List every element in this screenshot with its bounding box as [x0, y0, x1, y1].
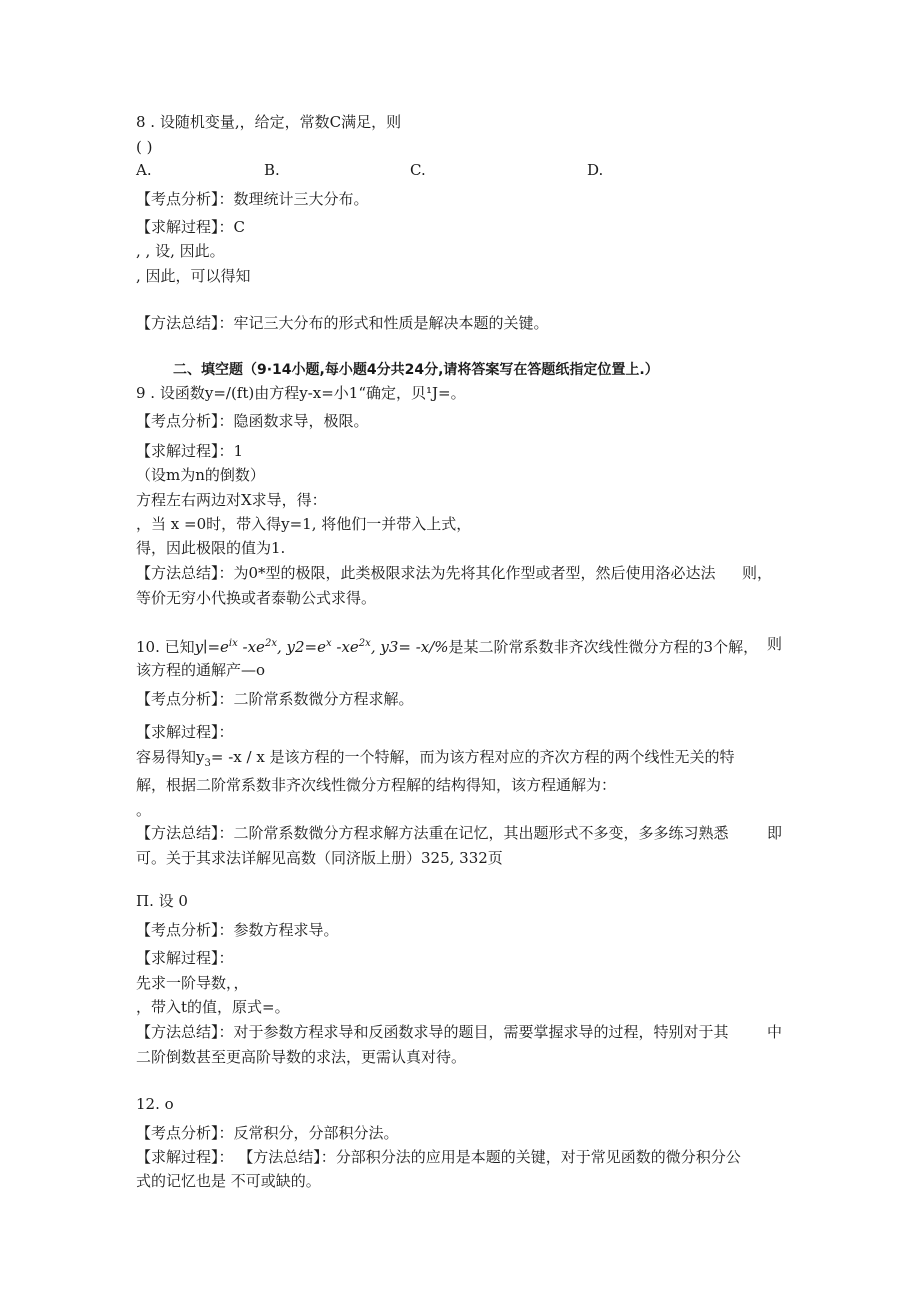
q10-stem-end: 则: [767, 635, 783, 653]
q9-stem: 9 . 设函数y=/(ft)由方程y-x=小1“确定，贝¹J=。: [136, 384, 466, 402]
q11-kaodian: 【考点分析】：参数方程求导。: [136, 921, 339, 939]
q10-y1: $y∣=e^{ix}$ $-xe^{2x}$: [194, 638, 277, 656]
q10-line2: 解，根据二阶常系数非齐次线性微分方程解的结构得知，该方程通解为：: [136, 776, 617, 794]
q8-option-c: C.: [410, 161, 426, 179]
q8-qiujie: 【求解过程】：C: [136, 218, 245, 236]
q10-y2: , $y2=e^x$ $-xe^{2x}$: [276, 638, 371, 656]
q10-y3: , y3= -x/%: [370, 638, 449, 656]
q10-stem: [136, 634, 758, 657]
q9-fangfa-end: 则，: [742, 564, 773, 582]
q10-line1: 容易得知$y_3= -x / x$ 是该方程的一个特解，而为该方程对应的齐次方程的两个线性无关的特: [136, 748, 735, 769]
q11-fangfa-end: 中: [767, 1023, 783, 1041]
q8-option-d: D.: [587, 161, 604, 179]
q12-qiujie-b: 式的记忆也是 不可或缺的。: [136, 1172, 321, 1190]
section-heading: 二、填空题（9·14小题,每小题4分共24分,请将答案写在答题纸指定位置上.）: [173, 362, 659, 378]
q9-fangfa-a: 【方法总结】：为0*型的极限，此类极限求法为先将其化作型或者型，然后使用洛必达法: [136, 564, 716, 582]
q10-stem-prefix: 10. 已知: [136, 638, 195, 656]
q8-line2: , 因此，可以得知: [136, 267, 251, 285]
q8-stem: 8 . 设随机变量,，给定，常数C满足，则: [136, 113, 402, 131]
q10-kaodian: 【考点分析】：二阶常系数微分方程求解。: [136, 690, 414, 708]
q8-kaodian: 【考点分析】：数理统计三大分布。: [136, 190, 369, 208]
q10-line3: 。: [136, 801, 152, 819]
q10-stem-line2: 该方程的通解产—o: [136, 661, 266, 679]
q11-fangfa-a: 【方法总结】：对于参数方程求导和反函数求导的题目，需要掌握求导的过程，特别对于其: [136, 1023, 729, 1041]
q8-paren: ( ): [136, 138, 153, 156]
q9-fangfa-b: 等价无穷小代换或者泰勒公式求得。: [136, 589, 377, 607]
q8-line1: , , 设, 因此。: [136, 242, 225, 260]
q9-line4: 得，因此极限的值为1.: [136, 539, 286, 557]
q8-option-b: B.: [264, 161, 280, 179]
q10-fangfa-end: 即: [767, 824, 783, 842]
q10-fangfa-a: 【方法总结】：二阶常系数微分方程求解方法重在记忆，其出题形式不多变，多多练习熟悉: [136, 824, 729, 842]
q12-kaodian: 【考点分析】：反常积分，分部积分法。: [136, 1124, 399, 1142]
q10-fangfa-b: 可。关于其求法详解见高数（同济版上册）325, 332页: [136, 849, 503, 867]
q10-stem-body: 是某二阶常系数非齐次线性微分方程的3个解，: [448, 638, 759, 656]
q11-line2: ，带入t的值，原式=。: [136, 998, 290, 1016]
q12-stem: 12. o: [136, 1095, 174, 1113]
q11-line1: 先求一阶导数，，: [136, 974, 249, 992]
q9-line1: （设m为n的倒数）: [136, 466, 265, 484]
q10-qiujie: 【求解过程】：: [136, 723, 234, 741]
q9-line3: ，当 x =0时，带入得y=1, 将他们一并带入上式，: [136, 515, 472, 533]
q9-line2: 方程左右两边对X求导，得：: [136, 491, 327, 509]
q8-option-a: A.: [136, 161, 152, 179]
q12-qiujie-a: 【求解过程】： 【方法总结】：分部积分法的应用是本题的关键，对于常见函数的微分积分公: [136, 1148, 741, 1166]
q11-stem: Π. 设 0: [136, 892, 188, 910]
q9-qiujie: 【求解过程】：1: [136, 442, 244, 460]
q11-fangfa-b: 二阶倒数甚至更高阶导数的求法，更需认真对待。: [136, 1048, 467, 1066]
q8-fangfa: 【方法总结】：牢记三大分布的形式和性质是解决本题的关键。: [136, 314, 549, 332]
q11-qiujie: 【求解过程】：: [136, 949, 234, 967]
q9-kaodian: 【考点分析】：隐函数求导，极限。: [136, 412, 369, 430]
